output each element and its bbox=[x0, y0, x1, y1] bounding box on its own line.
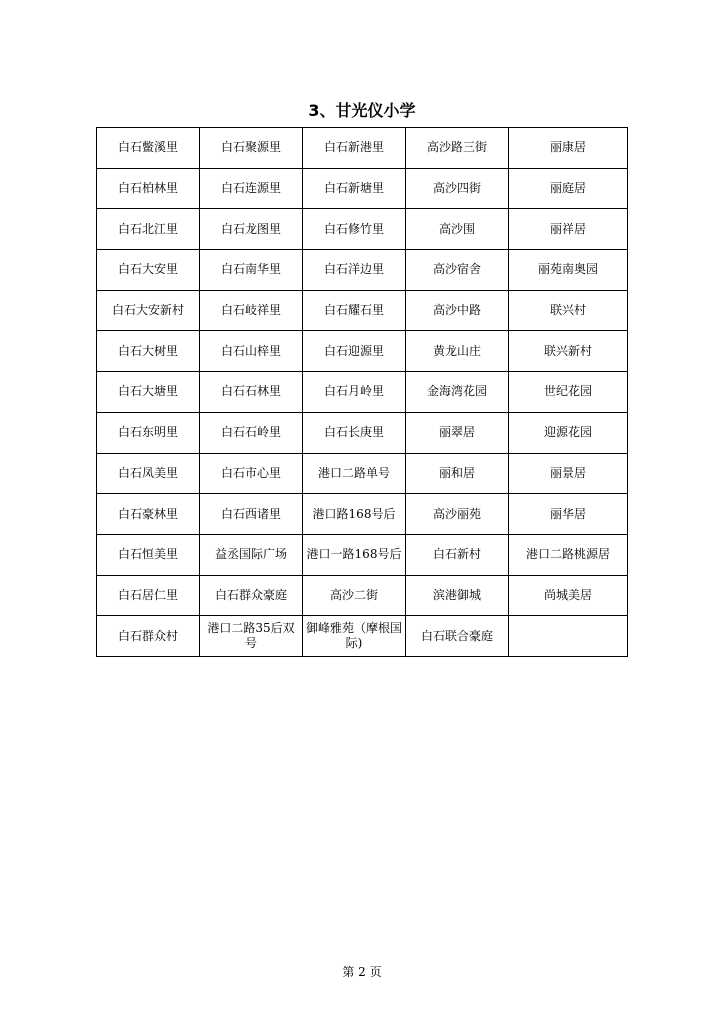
table-cell: 高沙二街 bbox=[303, 575, 406, 616]
table-cell: 白石修竹里 bbox=[303, 209, 406, 250]
table-cell: 丽景居 bbox=[509, 453, 628, 494]
table-row bbox=[97, 453, 628, 494]
table-cell: 白石石林里 bbox=[200, 372, 303, 413]
table-cell: 港口一路168号后 bbox=[303, 534, 406, 575]
table-cell: 白石西诸里 bbox=[200, 494, 303, 535]
table-cell: 丽翠居 bbox=[406, 412, 509, 453]
table-cell: 白石大安新村 bbox=[97, 290, 200, 331]
table-row bbox=[97, 209, 628, 250]
table-row bbox=[97, 290, 628, 331]
table-cell bbox=[509, 616, 628, 657]
table-row bbox=[97, 412, 628, 453]
table-cell: 白石市心里 bbox=[200, 453, 303, 494]
table-cell: 白石月岭里 bbox=[303, 372, 406, 413]
page-number: 第 2 页 bbox=[342, 965, 382, 979]
table-row bbox=[97, 494, 628, 535]
table-cell: 丽华居 bbox=[509, 494, 628, 535]
table-cell: 白石新港里 bbox=[303, 128, 406, 169]
table-cell: 港口路168号后 bbox=[303, 494, 406, 535]
table-cell: 白石大树里 bbox=[97, 331, 200, 372]
table-cell: 白石长庚里 bbox=[303, 412, 406, 453]
table-row bbox=[97, 128, 628, 169]
table-cell: 白石耀石里 bbox=[303, 290, 406, 331]
table-cell: 白石群众豪庭 bbox=[200, 575, 303, 616]
address-table bbox=[96, 127, 628, 657]
table-cell: 白石龙图里 bbox=[200, 209, 303, 250]
table-row bbox=[97, 168, 628, 209]
table-cell: 白石连源里 bbox=[200, 168, 303, 209]
table-cell: 白石岐祥里 bbox=[200, 290, 303, 331]
table-cell: 港口二路35后双号 bbox=[200, 616, 303, 657]
table-cell: 白石大塘里 bbox=[97, 372, 200, 413]
table-cell: 白石大安里 bbox=[97, 250, 200, 291]
table-cell: 白石新塘里 bbox=[303, 168, 406, 209]
table-row bbox=[97, 331, 628, 372]
table-cell: 白石群众村 bbox=[97, 616, 200, 657]
table-cell: 白石柏林里 bbox=[97, 168, 200, 209]
table-cell: 白石石岭里 bbox=[200, 412, 303, 453]
table-row bbox=[97, 575, 628, 616]
table-cell: 滨港御城 bbox=[406, 575, 509, 616]
table-cell: 丽庭居 bbox=[509, 168, 628, 209]
table-cell: 御峰雅苑（摩根国际) bbox=[303, 616, 406, 657]
table-cell: 港口二路桃源居 bbox=[509, 534, 628, 575]
table-cell: 高沙四街 bbox=[406, 168, 509, 209]
table-row bbox=[97, 616, 628, 657]
table-cell: 白石新村 bbox=[406, 534, 509, 575]
table-row bbox=[97, 372, 628, 413]
table-cell: 益丞国际广场 bbox=[200, 534, 303, 575]
page-title: 3、甘光仪小学 bbox=[308, 101, 416, 120]
table-cell: 白石居仁里 bbox=[97, 575, 200, 616]
table-cell: 世纪花园 bbox=[509, 372, 628, 413]
table-cell: 高沙丽苑 bbox=[406, 494, 509, 535]
table-cell: 白石鳖溪里 bbox=[97, 128, 200, 169]
table-cell: 白石东明里 bbox=[97, 412, 200, 453]
table-cell: 联兴村 bbox=[509, 290, 628, 331]
table-cell: 黄龙山庄 bbox=[406, 331, 509, 372]
table-cell: 高沙宿舍 bbox=[406, 250, 509, 291]
table-cell: 白石洋边里 bbox=[303, 250, 406, 291]
table-cell: 迎源花园 bbox=[509, 412, 628, 453]
table-cell: 白石聚源里 bbox=[200, 128, 303, 169]
table-cell: 白石南华里 bbox=[200, 250, 303, 291]
table-cell: 金海湾花园 bbox=[406, 372, 509, 413]
table-cell: 白石联合豪庭 bbox=[406, 616, 509, 657]
table-row bbox=[97, 250, 628, 291]
table-cell: 丽和居 bbox=[406, 453, 509, 494]
table-cell: 丽康居 bbox=[509, 128, 628, 169]
table-cell: 白石凤美里 bbox=[97, 453, 200, 494]
table-row bbox=[97, 534, 628, 575]
table-cell: 丽苑南奥园 bbox=[509, 250, 628, 291]
table-cell: 白石迎源里 bbox=[303, 331, 406, 372]
table-cell: 白石恒美里 bbox=[97, 534, 200, 575]
table-cell: 高沙中路 bbox=[406, 290, 509, 331]
table-cell: 港口二路单号 bbox=[303, 453, 406, 494]
table-cell: 尚城美居 bbox=[509, 575, 628, 616]
table-cell: 白石山梓里 bbox=[200, 331, 303, 372]
table-cell: 高沙路三街 bbox=[406, 128, 509, 169]
table-cell: 丽祥居 bbox=[509, 209, 628, 250]
table-cell: 白石豪林里 bbox=[97, 494, 200, 535]
table-cell: 高沙围 bbox=[406, 209, 509, 250]
table-cell: 白石北江里 bbox=[97, 209, 200, 250]
table-cell: 联兴新村 bbox=[509, 331, 628, 372]
